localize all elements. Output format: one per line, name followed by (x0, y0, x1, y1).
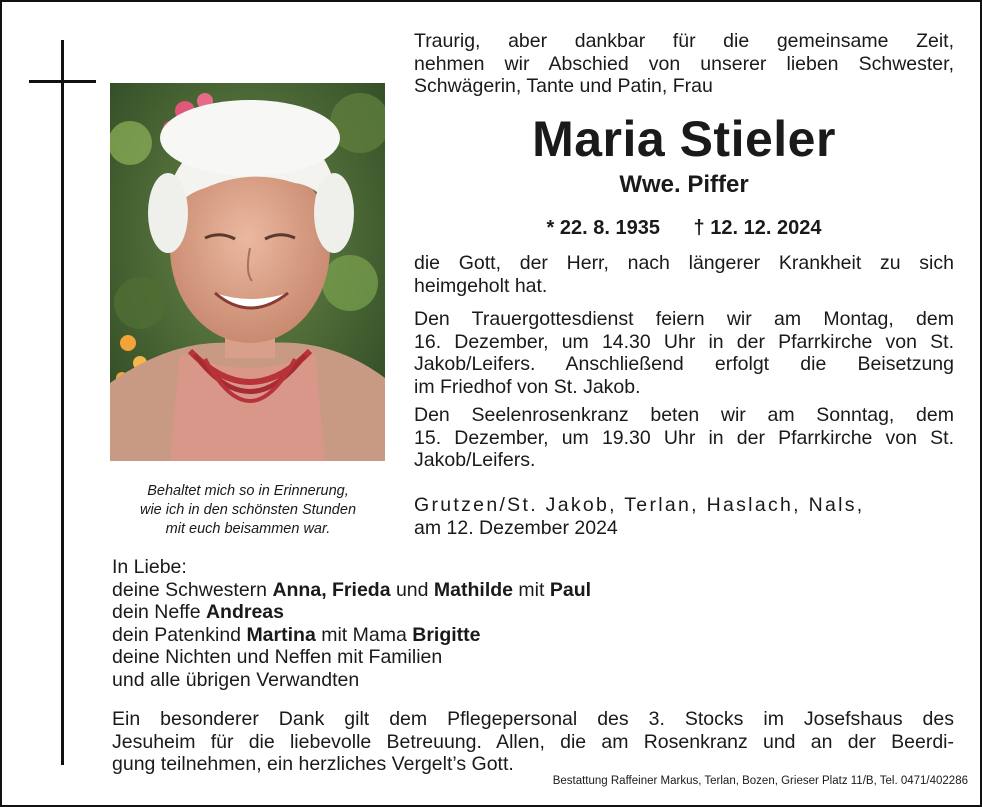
mourners-nieces: deine Nichten und Neffen mit Familien (112, 646, 443, 669)
places-line: Grutzen/St. Jakob, Terlan, Haslach, Nals, (414, 494, 865, 516)
service-text: Den Trauergottesdienst feiern wir am Montag, dem 16. Dezember, um 14.30 Uhr in der Pfarrkirche von St. Jakob/Leifers. Anschließend erfolgt die Beisetzung im Friedhof von St. Jakob. (414, 308, 954, 398)
life-dates (414, 215, 954, 241)
portrait-photo (110, 83, 385, 461)
mourners-heading: In Liebe: (112, 556, 187, 578)
rosary-text: Den Seelenrosenkranz beten wir am Sonntag, dem 15. Dezember, um 19.30 Uhr in der Pfarrkirche von St. Jakob/Leifers. (414, 404, 954, 472)
mourners-sisters: deine Schwestern Anna, Frieda und Mathilde mit Paul (112, 578, 592, 601)
cross-icon (61, 40, 64, 765)
cross-icon-bar (29, 80, 96, 83)
birth-date: * 22. 8. 1935 (546, 217, 660, 239)
thanks-text: Ein besonderer Dank gilt dem Pflegepersonal des 3. Stocks im Josefshaus des Jesuheim für die liebevolle Betreuung. Allen, die am Rosenkranz und an der Beerdi- gung teilnehmen, ein herzliches Vergelt’s Gott. (112, 708, 954, 776)
mourners-list (112, 556, 591, 692)
portrait-caption: Behaltet mich so in Erinnerung, wie ich in den schönsten Stunden mit euch beisammen war. (139, 483, 357, 537)
death-date: † 12. 12. 2024 (693, 217, 822, 239)
portrait-illustration (110, 83, 385, 461)
deceased-name: Maria Stieler (532, 111, 836, 167)
mourners-nephew: dein Neffe Andreas (112, 601, 284, 624)
intro-text: Traurig, aber dankbar für die gemeinsame Zeit, nehmen wir Abschied von unserer lieben Schwester, Schwägerin, Tante und Patin, Frau (414, 30, 954, 98)
places-and-date (414, 494, 865, 540)
mourners-relatives: und alle übrigen Verwandten (112, 668, 360, 691)
deceased-maiden-name: Wwe. Piffer (619, 171, 749, 198)
date-line: am 12. Dezember 2024 (414, 517, 618, 539)
mourners-godchild: dein Patenkind Martina mit Mama Brigitte (112, 623, 481, 646)
passing-text: die Gott, der Herr, nach längerer Krankheit zu sich heimgeholt hat. (414, 252, 954, 297)
funeral-home-info: Bestattung Raffeiner Markus, Terlan, Bozen, Grieser Platz 11/B, Tel. 0471/402286 (552, 775, 968, 787)
